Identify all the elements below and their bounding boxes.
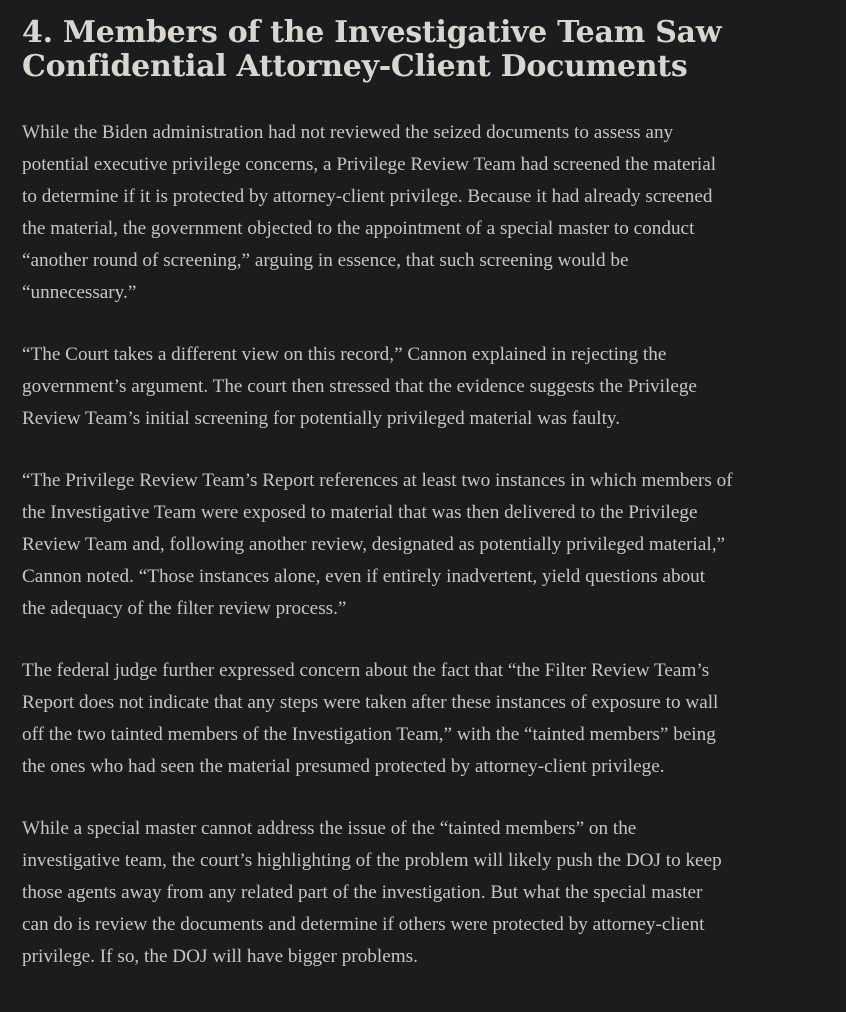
article-paragraph-4: The federal judge further expressed concern about the fact that “the Filter Review Team’s Report does not indicate that any steps were taken after these instances of exposure to wall off the two tainted members of the Investigation Team,” with the “tainted members” being the ones who had seen the material presumed protected by attorney-client privilege. — [22, 660, 719, 777]
article-paragraph-1: While the Biden administration had not reviewed the seized documents to assess any potential executive privilege concerns, a Privilege Review Team had screened the material to determine if it is protected by attorney-client privilege. Because it had already screened the material, the government objected to the appointment of a special master to conduct “another round of screening,” arguing in essence, that such screening would be “unnecessary.” — [22, 122, 717, 303]
article-paragraph-3: “The Privilege Review Team’s Report references at least two instances in which members of the Investigative Team were exposed to material that was then delivered to the Privilege Review Team and, following another review, designated as potentially privileged material,” Cannon noted. “Those instances alone, even if entirely inadvertent, yield questions about the adequacy of the filter review process.” — [22, 470, 733, 619]
article-paragraph-2: “The Court takes a different view on this record,” Cannon explained in rejecting the government’s argument. The court then stressed that the evidence suggests the Privilege Review Team’s initial screening for potentially privileged material was faulty. — [22, 344, 697, 429]
article-paragraph-5: While a special master cannot address the issue of the “tainted members” on the investigative team, the court’s highlighting of the problem will likely push the DOJ to keep those agents away from any related part of the investigation. But what the special master can do is review the documents and determine if others were protected by attorney-client privilege. If so, the DOJ will have bigger problems. — [22, 818, 722, 967]
section-heading: 4. Members of the Investigative Team Saw Confidential Attorney-Client Documents — [22, 15, 722, 84]
